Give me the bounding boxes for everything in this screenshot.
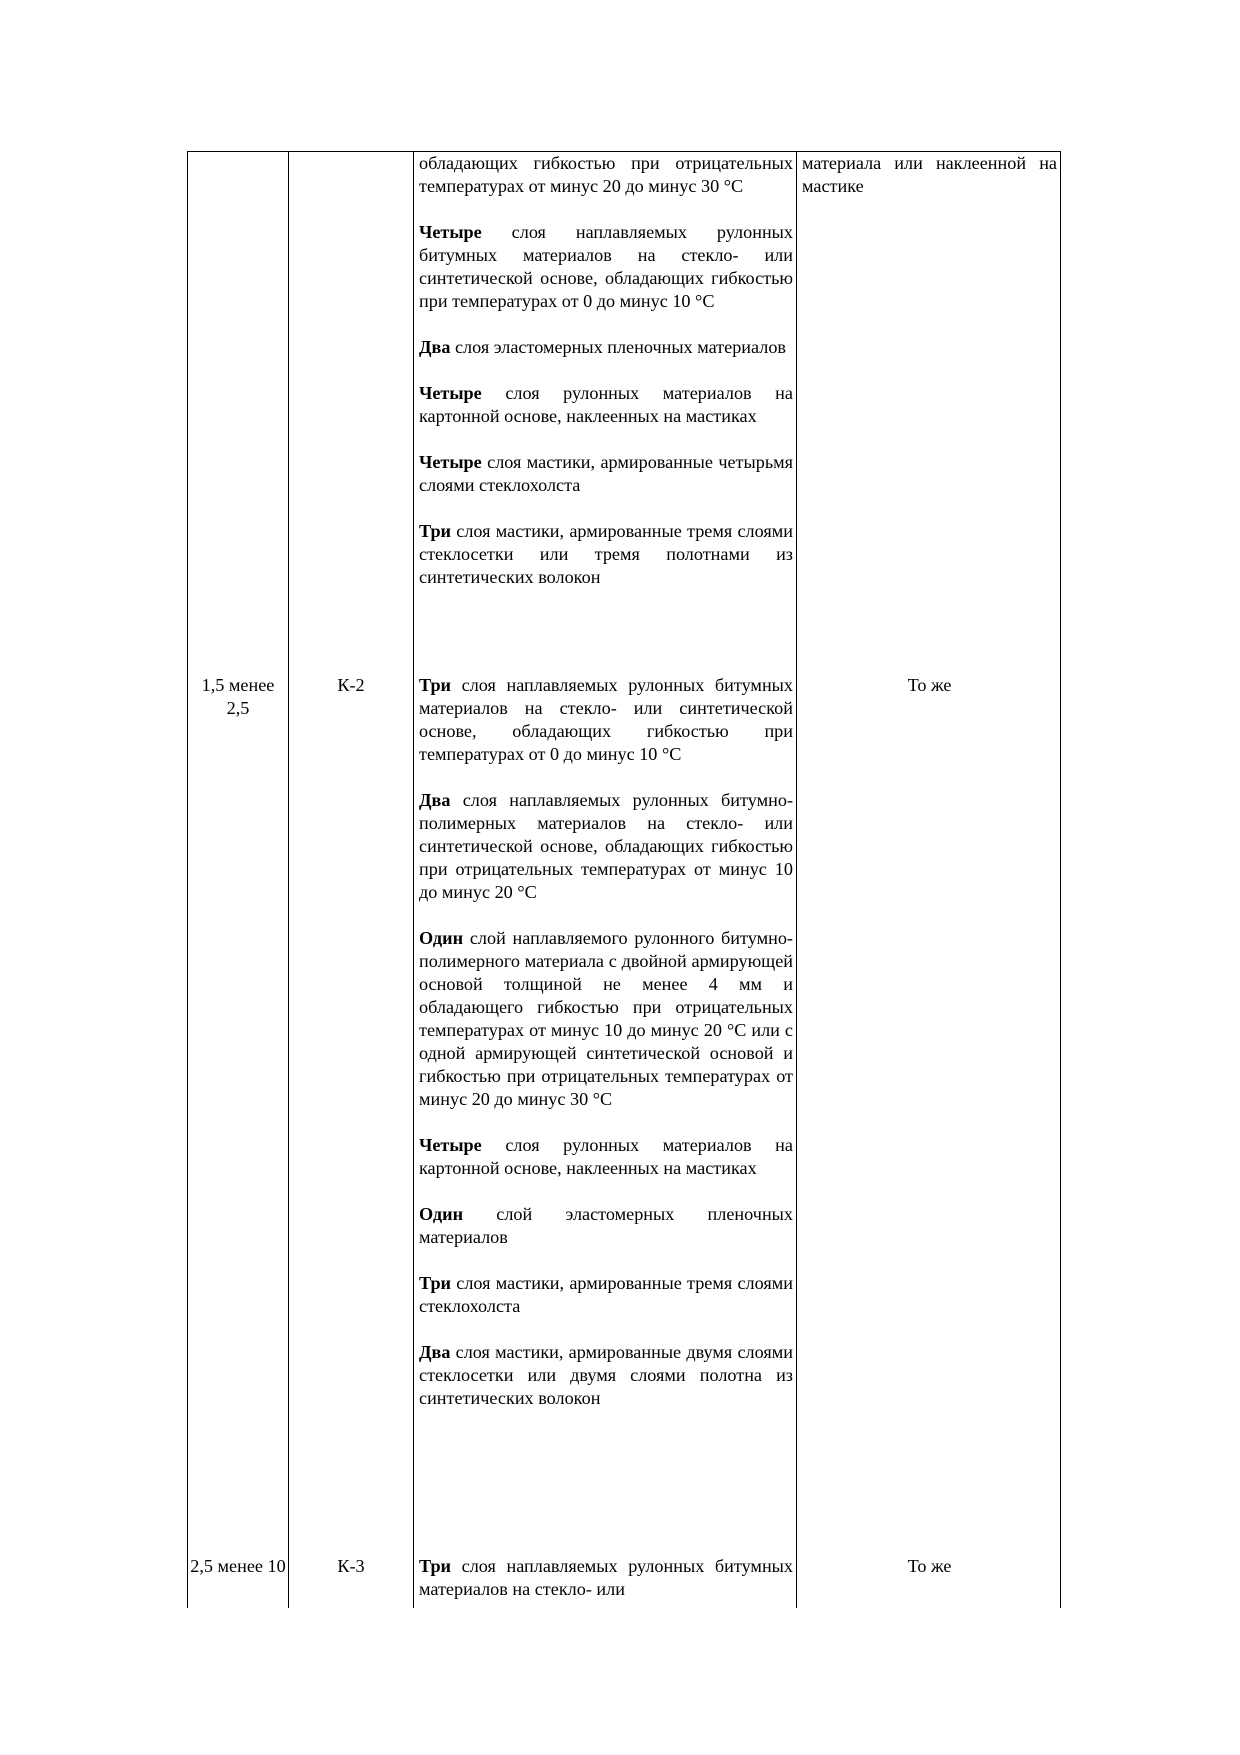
slope-range: 2,5 менее 10	[190, 1555, 286, 1576]
range-cell	[188, 674, 289, 1555]
layers-cell	[414, 674, 797, 1555]
layer-description: слой наплавляемого рулонного битумно-полимерного материала с двойной армирующей основой толщиной не менее 4 мм и обладающего гибкостью при отрицательных температурах от минус 10 до минус 20 °С или с одной армирующей синтетической основой и гибкостью при отрицательных температурах от минус 20 до минус 30 °С	[419, 928, 793, 1110]
layer-description: слоя рулонных материалов на картонной основе, наклеенных на мастиках	[419, 1135, 793, 1179]
layer-description: слоя мастики, армированные тремя слоями стеклохолста	[419, 1273, 793, 1317]
layer-option	[419, 1203, 793, 1249]
layer-option	[419, 336, 793, 359]
table-row-k2	[188, 674, 1061, 1555]
layer-count: Два	[419, 1342, 451, 1363]
note-cell	[797, 1555, 1061, 1608]
layer-count: Два	[419, 790, 451, 811]
layers-cell	[414, 1555, 797, 1608]
layer-option	[419, 1341, 793, 1410]
roof-type-code: К-3	[337, 1555, 365, 1576]
layer-count: Три	[419, 520, 452, 541]
layer-description: слоя рулонных материалов на картонной основе, наклеенных на мастиках	[419, 382, 793, 426]
note-same: То же	[907, 675, 952, 696]
layer-count: Четыре	[419, 1135, 482, 1156]
layer-option	[419, 221, 793, 313]
layer-count: Четыре	[419, 382, 482, 403]
roof-type-code: К-2	[337, 675, 365, 696]
continuation-layers-cell	[414, 152, 797, 221]
layer-description: слоя наплавляемых рулонных битумных материалов на стекло- или синтетической основе, обладающих гибкостью при температурах от 0 до минус 10 °С	[419, 221, 793, 311]
range-cell	[188, 1555, 289, 1608]
continuation-note-text: материала или наклеенной на мастике	[802, 153, 1057, 196]
continuation-note-cell	[797, 152, 1061, 221]
continuation-range-cell	[188, 152, 289, 221]
continuation-type-cell	[289, 152, 414, 221]
top-note-cell	[797, 221, 1061, 675]
layer-count: Один	[419, 928, 464, 949]
note-cell	[797, 674, 1061, 1555]
top-range-cell	[188, 221, 289, 675]
layer-count: Три	[419, 1273, 452, 1294]
layer-count: Три	[419, 1555, 452, 1576]
layer-description: слоя мастики, армированные четырьмя слоями стеклохолста	[419, 451, 793, 495]
layer-option	[419, 674, 793, 766]
layer-option	[419, 1272, 793, 1318]
layer-count: Один	[419, 1204, 464, 1225]
table-row-k3	[188, 1555, 1061, 1608]
layer-count: Три	[419, 675, 452, 696]
roof-type-cell	[289, 674, 414, 1555]
layer-description: слоя мастики, армированные двумя слоями стеклосетки или двумя слоями полотна из синтетических волокон	[419, 1342, 793, 1409]
layer-description: слоя наплавляемых рулонных битумно-полимерных материалов на стекло- или синтетической основе, обладающих гибкостью при отрицательных температурах от минус 10 до минус 20 °С	[419, 790, 793, 903]
top-type-cell	[289, 221, 414, 675]
top-options-row	[188, 221, 1061, 675]
layer-option	[419, 1134, 793, 1180]
layer-option	[419, 1555, 793, 1601]
top-layers-cell	[414, 221, 797, 675]
layer-description: слой эластомерных пленочных материалов	[419, 1204, 793, 1248]
layer-description: слоя наплавляемых рулонных битумных материалов на стекло- или	[419, 1555, 793, 1599]
layer-count: Четыре	[419, 221, 482, 242]
note-same: То же	[907, 1555, 952, 1576]
layer-option	[419, 451, 793, 497]
continuation-layers-text: обладающих гибкостью при отрицательных температурах от минус 20 до минус 30 °С	[419, 153, 793, 196]
layer-description: слоя мастики, армированные тремя слоями стеклосетки или тремя полотнами из синтетических волокон	[419, 520, 793, 587]
continuation-row	[188, 152, 1061, 221]
layer-option	[419, 382, 793, 428]
layer-count: Четыре	[419, 451, 482, 472]
layer-option	[419, 789, 793, 904]
layer-description: слоя эластомерных пленочных материалов	[450, 336, 787, 357]
layer-option	[419, 520, 793, 589]
roofing-table	[187, 151, 1061, 1608]
slope-range: 1,5 менее 2,5	[201, 675, 275, 719]
layer-option	[419, 927, 793, 1111]
layer-description: слоя наплавляемых рулонных битумных материалов на стекло- или синтетической основе, обладающих гибкостью при температурах от 0 до минус 10 °С	[419, 675, 793, 765]
layer-count: Два	[419, 336, 451, 357]
roof-type-cell	[289, 1555, 414, 1608]
